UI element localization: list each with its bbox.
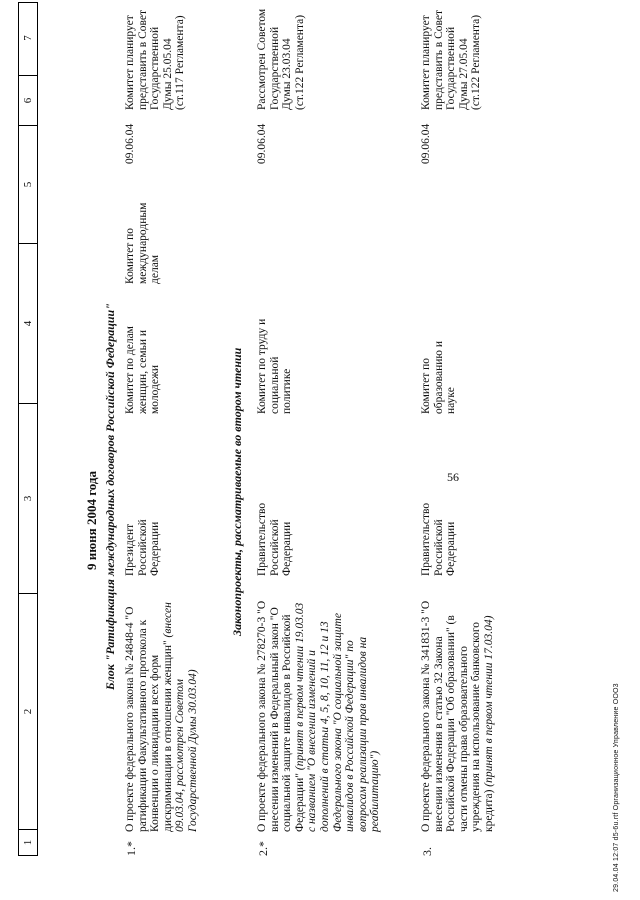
- bill-cell: [256, 596, 382, 832]
- author-cell: Президент Российской Федерации: [124, 519, 162, 576]
- date-cell: 09.06.04: [256, 123, 268, 164]
- committee-cell: Комитет по образованию и науке: [420, 341, 458, 414]
- column-number-header: [18, 2, 38, 856]
- column-number: 6: [19, 75, 37, 125]
- author-cell: Правительство Российской Федерации: [420, 502, 458, 576]
- date-cell: 09.06.04: [124, 123, 136, 164]
- bill-body: "О внесении изменения в статью 32 Закона Российской Федерации "Об образовании" (в части отмены права образовательного учреждения на использование банковского кредита): [420, 600, 495, 832]
- bill-cell: [420, 596, 496, 832]
- status-cell: Рассмотрен Советом Государственной Думы 23.03.04 (ст.122 Регламента): [256, 8, 306, 110]
- bill-title: О проекте федерального закона № 341831-3: [420, 616, 432, 832]
- bill-note: (принят в первом чтении 17.03.04): [482, 615, 495, 787]
- column-number: 4: [19, 243, 37, 403]
- bill-note: (внесен 09.03.04, рассмотрен Советом Государственной Думы 30.03.04): [161, 602, 199, 832]
- section-heading: Законопроекты, рассматриваемые во втором чтении: [230, 347, 244, 636]
- date-cell: 09.06.04: [420, 123, 432, 164]
- row-number: 3.: [420, 847, 434, 856]
- committee-cell: Комитет по делам женщин, семьи и молодежи: [124, 326, 162, 414]
- column-number: 7: [22, 35, 34, 41]
- block-heading: Блок "Ратификация международных договоров Российской Федерации": [103, 303, 117, 690]
- row-number: 1.*: [124, 841, 138, 856]
- bill-body: "О ратификации Факультативного протокола к Конвенции о ликвидации всех форм дискриминации в отношении женщин": [124, 606, 174, 832]
- column-number: 2: [19, 593, 37, 829]
- bill-body: "О внесении изменений в Федеральный закон "О социальной защите инвалидов в Российской Федерации": [256, 600, 306, 832]
- column-number: 5: [19, 125, 37, 243]
- committee-cell: Комитет по труду и социальной политике: [256, 318, 294, 414]
- bill-title: О проекте федерального закона № 24848-4: [124, 622, 136, 832]
- co-committee-cell: Комитет по международным делам: [124, 202, 162, 284]
- bill-title: О проекте федерального закона № 278270-3: [256, 616, 268, 832]
- date-heading: 9 июня 2004 года: [84, 471, 99, 570]
- bill-note: (принят в первом чтении 19.03.03 с названием "О внесении изменений и дополнений в статьи 4, 5, 8, 10, 11, 12 и 13 Федерального закона "О социальной защите инвалидов в Российской Федерации" по вопросам реализации прав инвалидов на реабилитацию"): [293, 602, 382, 832]
- footer-text: 29.04.04 12:07 d5-6u.rtf Организационное Управление ООО3: [613, 683, 620, 892]
- page-number: 56: [447, 470, 459, 484]
- author-cell: Правительство Российской Федерации: [256, 502, 294, 576]
- column-number: 3: [19, 403, 37, 593]
- column-number: 1: [19, 829, 37, 855]
- bill-cell: [124, 600, 200, 832]
- row-number: 2.*: [256, 841, 270, 856]
- status-cell: Комитет планирует представить в Совет Государственной Думы 27.05.04 (ст.122 Регламента): [420, 9, 483, 110]
- status-cell: Комитет планирует представить в Совет Государственной Думы 25.05.04 (ст.117 Регламента): [124, 9, 187, 110]
